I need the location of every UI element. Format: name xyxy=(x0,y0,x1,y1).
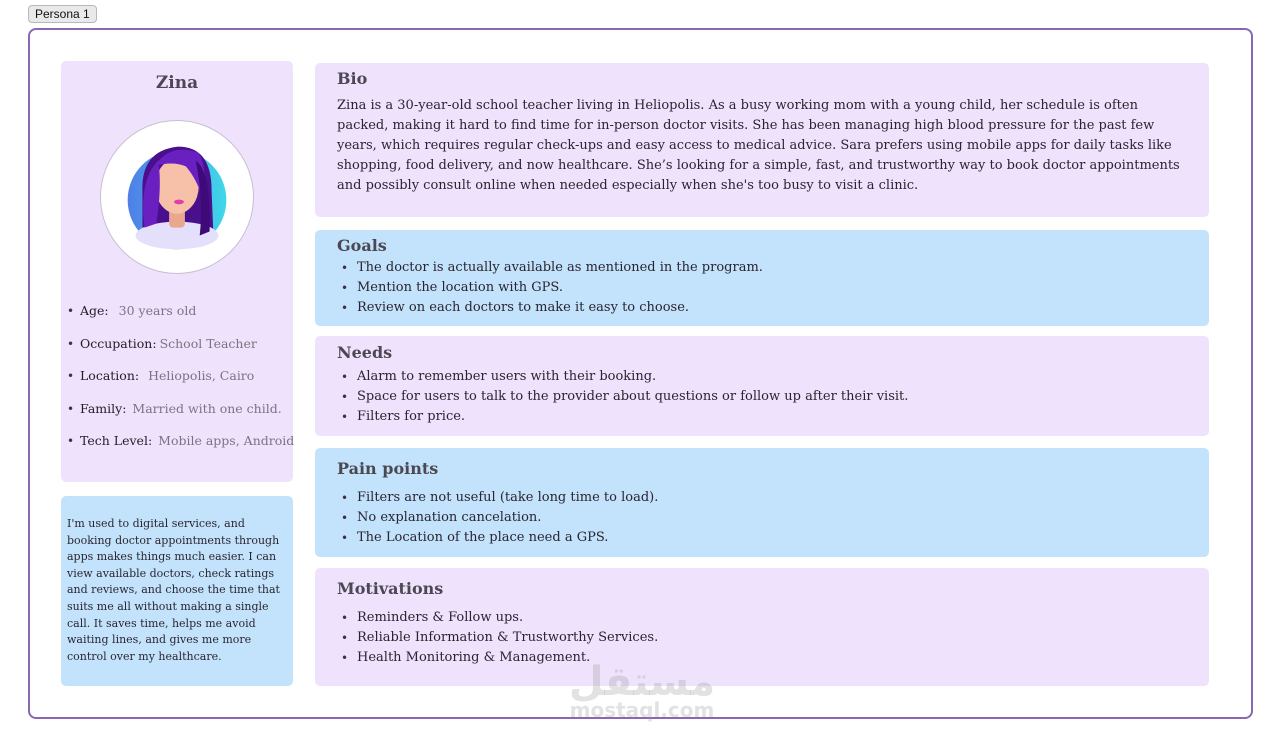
list-item-text: Filters are not useful (take long time to load). xyxy=(357,490,659,505)
bullet-icon: • xyxy=(341,631,349,645)
persona-quote: I'm used to digital services, and booking doctor appointments through apps makes things much easier. I can view available doctors, check ratings and reviews, and choose the time that suits me all without making a single call. It saves time, helps me avoid waiting lines, and gives me more control over my healthcare. xyxy=(67,517,280,663)
attribute-list xyxy=(67,303,294,466)
motivations-list xyxy=(341,608,658,668)
persona-name: Zina xyxy=(155,73,199,93)
attribute-key: Family: xyxy=(80,400,127,416)
list-item xyxy=(341,278,763,298)
goals-section xyxy=(315,230,1209,326)
attribute-tech-level xyxy=(67,433,294,466)
avatar xyxy=(100,120,254,274)
motivations-section xyxy=(315,568,1209,686)
bullet-icon: • xyxy=(67,401,75,416)
list-item-text: Reminders & Follow ups. xyxy=(357,610,524,625)
list-item xyxy=(341,648,658,668)
list-item xyxy=(341,387,908,407)
bullet-icon: • xyxy=(341,281,349,295)
bullet-icon: • xyxy=(341,611,349,625)
list-item xyxy=(341,628,658,648)
bullet-icon: • xyxy=(341,511,349,525)
list-item-text: Alarm to remember users with their booking. xyxy=(357,369,657,384)
list-item xyxy=(341,258,763,278)
attribute-key: Occupation: xyxy=(80,335,157,351)
attribute-key: Tech Level: xyxy=(80,433,153,448)
bullet-icon: • xyxy=(67,434,75,448)
list-item-text: The doctor is actually available as mentioned in the program. xyxy=(357,260,763,275)
bullet-icon: • xyxy=(341,261,349,275)
pain-points-section xyxy=(315,448,1209,557)
attribute-value: School Teacher xyxy=(159,335,257,351)
section-title: Motivations xyxy=(337,579,444,598)
bullet-icon: • xyxy=(341,651,349,665)
profile-card xyxy=(61,61,293,482)
attribute-value: 30 years old xyxy=(118,303,197,318)
section-title: Bio xyxy=(337,69,368,88)
attribute-family xyxy=(67,401,294,434)
list-item xyxy=(341,488,658,508)
section-title: Needs xyxy=(337,343,393,362)
attribute-value: Married with one child. xyxy=(132,400,282,416)
bullet-icon: • xyxy=(341,531,349,545)
bio-text: Zina is a 30-year-old school teacher living in Heliopolis. As a busy working mom with a young child, her schedule is often packed, making it hard to find time for in-person doctor visits. She has been managing high blood pressure for the past few years, which requires regular check-ups and easy access to medical advice. Sara prefers using mobile apps for daily tasks like shopping, food delivery, and now healthcare. She’s looking for a simple, fast, and trustworthy way to book doctor appointments and possibly consult online when needed especially when she's too busy to visit a clinic. xyxy=(337,98,1180,193)
list-item xyxy=(341,407,908,427)
list-item-text: Health Monitoring & Management. xyxy=(357,650,591,665)
list-item-text: Reliable Information & Trustworthy Services. xyxy=(357,630,659,645)
list-item-text: Space for users to talk to the provider about questions or follow up after their visit. xyxy=(357,389,909,404)
attribute-key: Age: xyxy=(80,303,109,318)
attribute-age xyxy=(67,303,294,336)
attribute-value: Heliopolis, Cairo xyxy=(148,368,255,383)
quote-card xyxy=(61,496,293,686)
list-item-text: No explanation cancelation. xyxy=(357,510,542,525)
attribute-key: Location: xyxy=(80,368,140,383)
bullet-icon: • xyxy=(341,410,349,424)
bullet-icon: • xyxy=(341,491,349,505)
needs-list xyxy=(341,367,908,427)
list-item-text: Mention the location with GPS. xyxy=(357,280,563,295)
list-item-text: Review on each doctors to make it easy to choose. xyxy=(357,300,690,315)
list-item xyxy=(341,528,658,548)
pain-points-list xyxy=(341,488,658,548)
bullet-icon: • xyxy=(67,369,75,383)
list-item xyxy=(341,367,908,387)
attribute-value: Mobile apps, Android xyxy=(158,433,295,448)
woman-avatar-icon xyxy=(101,121,253,273)
bullet-icon: • xyxy=(341,390,349,404)
list-item xyxy=(341,608,658,628)
list-item xyxy=(341,508,658,528)
needs-section xyxy=(315,336,1209,436)
attribute-occupation xyxy=(67,336,294,369)
list-item-text: The Location of the place need a GPS. xyxy=(357,530,609,545)
bullet-icon: • xyxy=(341,370,349,384)
watermark-latin: mostaql.com xyxy=(569,698,715,722)
section-title: Pain points xyxy=(337,459,439,478)
bullet-icon: • xyxy=(341,301,349,315)
attribute-location xyxy=(67,368,294,401)
persona-tab-label[interactable]: Persona 1 xyxy=(28,5,97,23)
bio-section xyxy=(315,63,1209,217)
section-title: Goals xyxy=(337,236,387,255)
list-item xyxy=(341,298,763,318)
bullet-icon: • xyxy=(67,336,75,351)
list-item-text: Filters for price. xyxy=(357,409,466,424)
goals-list xyxy=(341,258,763,318)
bullet-icon: • xyxy=(67,304,75,318)
watermark-arabic: مستقل xyxy=(568,659,716,705)
